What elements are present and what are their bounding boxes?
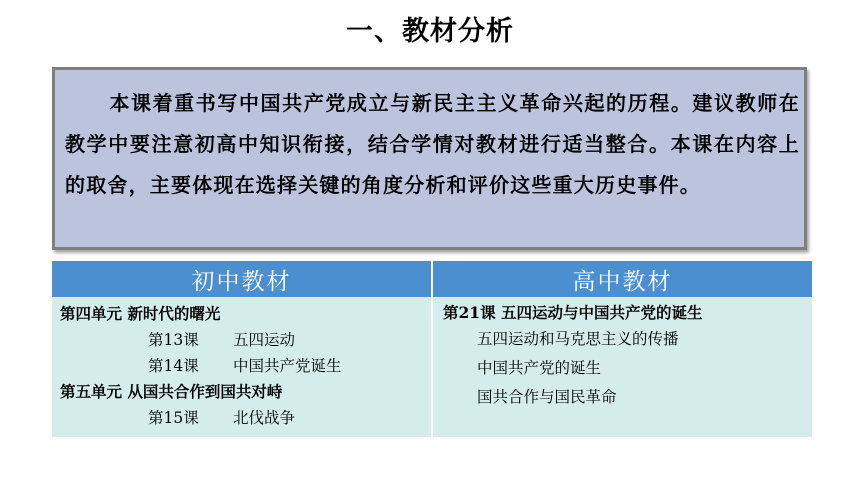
table-header-row xyxy=(52,261,812,297)
junior-textbook-cell xyxy=(52,297,432,437)
header-junior-textbook: 初中教材 xyxy=(52,261,432,297)
junior-unit-4: 第四单元 新时代的曙光 xyxy=(60,304,221,323)
senior-textbook-cell xyxy=(432,297,812,437)
lesson-name: 五四运动 xyxy=(233,331,296,349)
senior-lesson-list xyxy=(433,301,812,412)
lesson-name: 中国共产党诞生 xyxy=(233,357,342,375)
page-title: 一、教材分析 xyxy=(346,16,514,47)
senior-topic: 五四运动和马克思主义的传播 xyxy=(477,330,679,348)
junior-lesson-13 xyxy=(52,327,431,353)
lesson-number: 第14课 xyxy=(148,357,199,375)
junior-lesson-14 xyxy=(52,353,431,379)
junior-unit-5: 第五单元 从国共合作到国共对峙 xyxy=(60,382,283,401)
lesson-number: 第15课 xyxy=(148,409,199,427)
table-row xyxy=(52,297,812,437)
intro-paragraph xyxy=(65,83,800,206)
textbook-comparison-table xyxy=(52,261,812,437)
header-senior-textbook: 高中教材 xyxy=(432,261,812,297)
lesson-number: 第13课 xyxy=(148,331,199,349)
intro-box xyxy=(52,67,807,250)
senior-topic: 国共合作与国民革命 xyxy=(477,388,617,406)
intro-text: 本课着重书写中国共产党成立与新民主主义革命兴起的历程。建议教师在教学中要注意初高中知识衔接，结合学情对教材进行适当整合。本课在内容上的取舍，主要体现在选择关键的角度分析和评价这些重大历史事件。 xyxy=(65,91,800,197)
junior-lesson-15 xyxy=(52,405,431,431)
junior-lesson-list xyxy=(52,301,431,431)
senior-topic: 中国共产党的诞生 xyxy=(477,359,602,377)
lesson-name: 北伐战争 xyxy=(233,409,296,427)
senior-lesson-21: 第21课 五四运动与中国共产党的诞生 xyxy=(443,303,703,322)
